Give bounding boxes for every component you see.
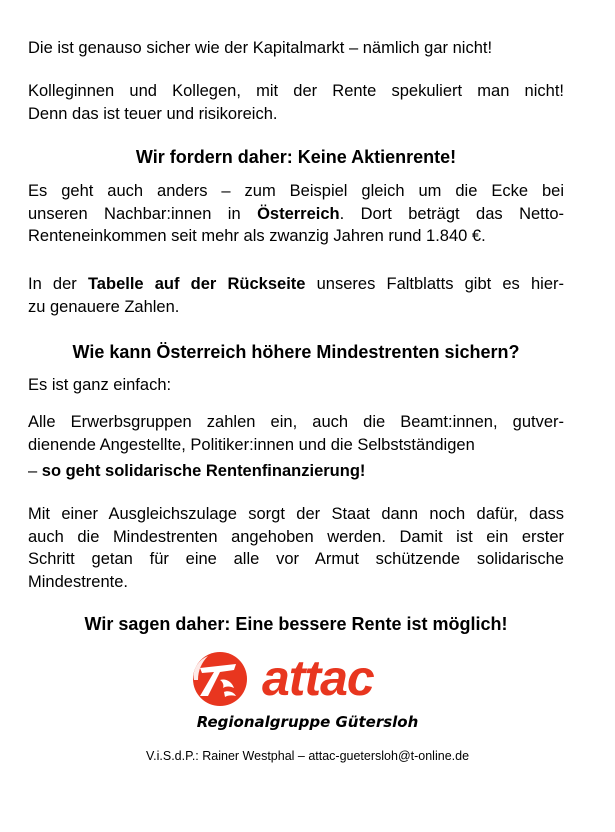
text-segment: – bbox=[28, 462, 42, 480]
heading-no-stock-pension: Wir fordern daher: Keine Aktienrente! bbox=[135, 147, 457, 167]
bold-text-austria: Österreich bbox=[257, 204, 340, 223]
paragraph-all-groups bbox=[28, 411, 564, 483]
text-line: dienende Angestellte, Politiker:innen und die Selbstständigen bbox=[28, 435, 475, 454]
text-line: auch die Mindestrenten angehoben werden. Damit ist ein erster bbox=[28, 527, 564, 546]
text-segment: . Dort beträgt das Netto- bbox=[339, 204, 564, 223]
paragraph-speculation bbox=[28, 80, 564, 125]
attac-wordmark: attac bbox=[262, 650, 374, 706]
text-segment: unseren Nachbar:innen in bbox=[28, 204, 258, 223]
paragraph-capital-market bbox=[28, 37, 564, 60]
text-segment: In der bbox=[28, 275, 88, 293]
text-line: Mit einer Ausgleichszulage sorgt der Staat dann noch dafür, dass bbox=[28, 505, 564, 523]
paragraph-compensation bbox=[28, 503, 564, 593]
regional-group-subtitle: Regionalgruppe Gütersloh bbox=[196, 713, 419, 731]
text-line: Alle Erwerbsgruppen zahlen ein, auch die Beamt:innen, gutver- bbox=[28, 413, 564, 431]
text-line: Renteneinkommen seit mehr als zwanzig Jahren rund 1.840 €. bbox=[28, 227, 486, 245]
text-line: Mindestrente. bbox=[28, 572, 128, 591]
bold-text-table: Tabelle auf der Rückseite bbox=[87, 275, 306, 293]
text-line: Die ist genauso sicher wie der Kapitalmarkt – nämlich gar nicht! bbox=[28, 39, 493, 57]
paragraph-austria bbox=[28, 180, 564, 248]
text-line: zu genauere Zahlen. bbox=[28, 297, 180, 316]
text-line: Kolleginnen und Kollegen, mit der Rente spekuliert man nicht! bbox=[28, 82, 564, 100]
text-segment: unseres Faltblatts gibt es hier- bbox=[305, 275, 564, 293]
text-line: Denn das ist teuer und risikoreich. bbox=[28, 104, 278, 123]
heading-better-pension: Wir sagen daher: Eine bessere Rente ist möglich! bbox=[84, 614, 508, 634]
text-line bbox=[28, 273, 564, 296]
paragraph-simple bbox=[28, 374, 564, 397]
text-line bbox=[28, 203, 564, 226]
heading-austria-question: Wie kann Österreich höhere Mindestrenten sichern? bbox=[72, 342, 520, 362]
paragraph-table-reference bbox=[28, 273, 564, 318]
attac-globe-logo-icon bbox=[190, 650, 252, 708]
text-line: Schritt getan für eine alle vor Armut schützende solidarische bbox=[28, 550, 564, 568]
imprint-footer: V.i.S.d.P.: Rainer Westphal – attac-guetersloh@t-online.de bbox=[145, 749, 470, 763]
text-line: Es geht auch anders – zum Beispiel gleich um die Ecke bei bbox=[28, 182, 564, 200]
bold-text-solidarity: so geht solidarische Rentenfinanzierung! bbox=[41, 462, 366, 480]
attac-logo bbox=[190, 650, 430, 710]
text-line: Es ist ganz einfach: bbox=[28, 376, 172, 394]
text-line bbox=[28, 460, 564, 483]
